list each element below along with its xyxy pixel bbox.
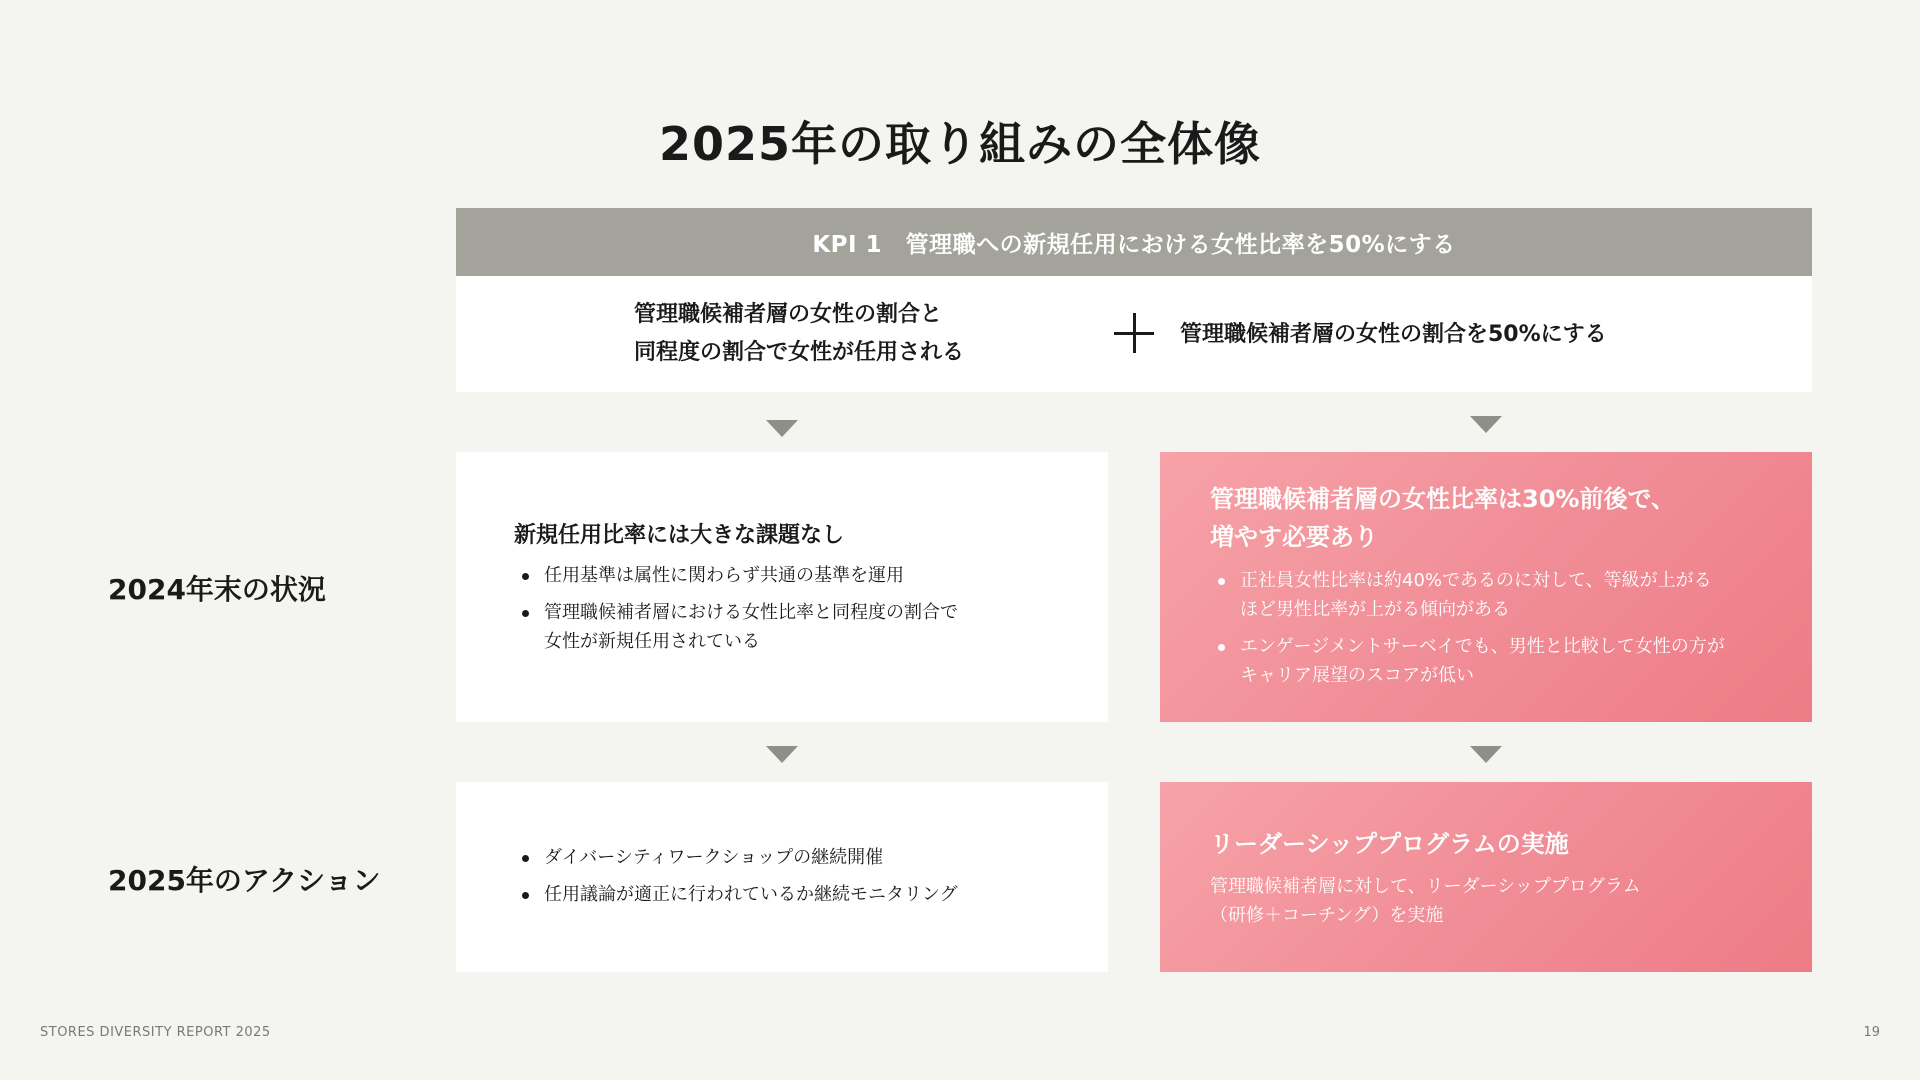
list-item: 正社員女性比率は約40%であるのに対して、等級が上がる ほど男性比率が上がる傾向がある xyxy=(1210,566,1800,624)
list-item: 任用基準は属性に関わらず共通の基準を運用 xyxy=(514,561,1094,590)
action-left-list xyxy=(514,843,1094,917)
list-item: ダイバーシティワークショップの継続開催 xyxy=(514,843,1094,872)
status-left-card xyxy=(456,452,1108,722)
action-right-card xyxy=(1160,782,1812,972)
arrow-down-icon xyxy=(766,420,798,437)
list-item: 任用議論が適正に行われているか継続モニタリング xyxy=(514,880,1094,909)
list-item: エンゲージメントサーベイでも、男性と比較して女性の方が キャリア展望のスコアが低い xyxy=(1210,632,1800,690)
kpi-banner xyxy=(456,208,1812,276)
status-left-title: 新規任用比率には大きな課題なし xyxy=(514,523,845,548)
status-left-list xyxy=(514,561,1094,664)
footer-report-title: STORES DIVERSITY REPORT 2025 xyxy=(40,1025,271,1040)
page-title: 2025年の取り組みの全体像 xyxy=(658,117,1262,171)
status-right-list xyxy=(1210,566,1800,698)
arrow-down-icon xyxy=(1470,416,1502,433)
condition-right: 管理職候補者層の女性の割合を50%にする xyxy=(1180,322,1607,347)
list-item: 管理職候補者層における女性比率と同程度の割合で 女性が新規任用されている xyxy=(514,598,1094,656)
page-number: 19 xyxy=(1863,1025,1880,1040)
condition-left xyxy=(634,296,1094,372)
plus-icon xyxy=(1110,308,1160,358)
kpi-label: KPI 1 管理職への新規任用における女性比率を50%にする xyxy=(812,231,1456,258)
status-right-title: 管理職候補者層の女性比率は30%前後で、 増やす必要あり xyxy=(1210,485,1675,551)
condition-left-line2: 同程度の割合で女性が任用される xyxy=(634,340,965,365)
action-right-description: 管理職候補者層に対して、リーダーシッププログラム （研修＋コーチング）を実施 xyxy=(1210,876,1641,926)
condition-left-line1: 管理職候補者層の女性の割合と xyxy=(634,302,943,327)
arrow-down-icon xyxy=(1470,746,1502,763)
status-right-card xyxy=(1160,452,1812,722)
row-label-action: 2025年のアクション xyxy=(108,864,381,897)
arrow-down-icon xyxy=(766,746,798,763)
action-left-card xyxy=(456,782,1108,972)
row-label-status: 2024年末の状況 xyxy=(108,573,326,606)
action-right-title: リーダーシッププログラムの実施 xyxy=(1210,830,1569,858)
